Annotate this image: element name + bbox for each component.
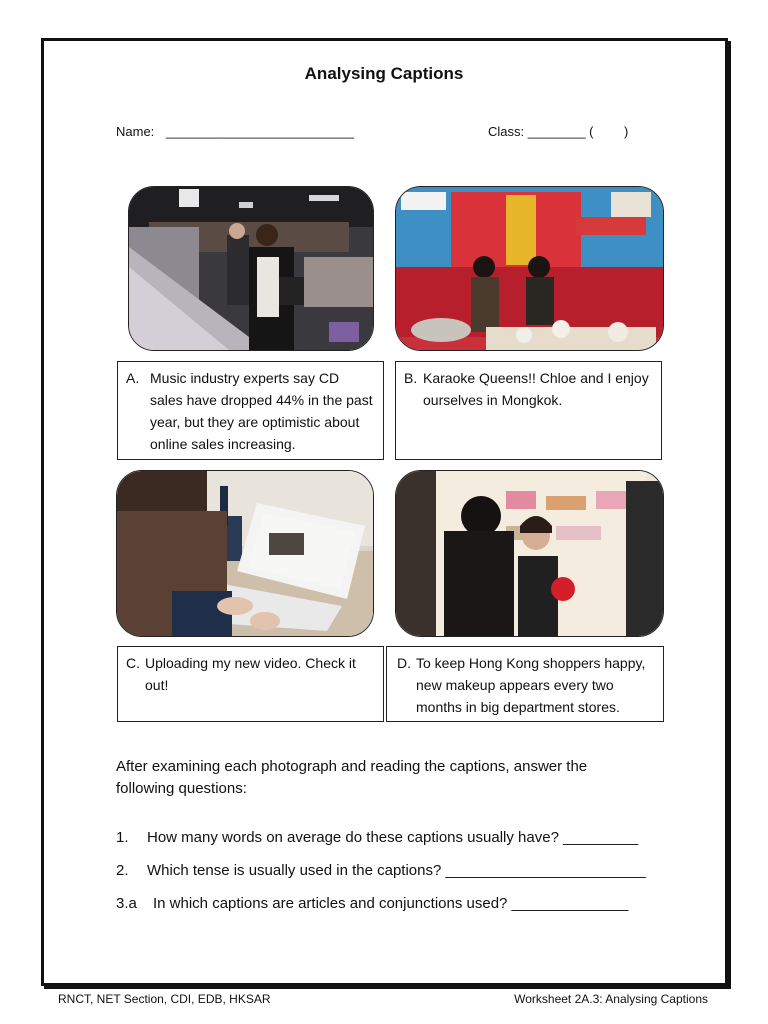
karaoke-photo: [395, 186, 664, 351]
caption-b: [395, 361, 662, 460]
caption-text: To keep Hong Kong shoppers happy, new makeup appears every two months in big department stores.: [416, 655, 646, 715]
instructions: After examining each photograph and reading the captions, answer the following questions:: [116, 758, 588, 797]
name-label: Name:: [116, 124, 155, 139]
caption-letter: C.: [126, 655, 140, 671]
caption-text: Music industry experts say CD sales have dropped 44% in the past year, but they are optimistic about online sales increasing.: [150, 370, 373, 452]
question-2: Which tense is usually used in the captions? ________________________: [147, 862, 646, 879]
caption-d: [386, 646, 664, 722]
class-number-close: ): [624, 124, 629, 139]
caption-letter: A.: [126, 370, 140, 386]
caption-letter: B.: [404, 370, 418, 386]
footer-right: Worksheet 2A.3: Analysing Captions: [514, 992, 708, 1006]
class-label: Class: ________ (: [488, 124, 594, 139]
footer-left: RNCT, NET Section, CDI, EDB, HKSAR: [58, 992, 271, 1006]
caption-text: Karaoke Queens!! Chloe and I enjoy ourselves in Mongkok.: [423, 370, 649, 408]
name-blank: __________________________: [166, 124, 354, 139]
makeup-counter-photo: [395, 470, 664, 637]
page-title: Analysing Captions: [304, 64, 464, 83]
question-3a: In which captions are articles and conjunctions used? ______________: [153, 895, 629, 912]
question-number: 3.a: [116, 895, 137, 912]
caption-a: [117, 361, 384, 460]
question-1: How many words on average do these captions usually have? _________: [147, 829, 639, 846]
question-number: 2.: [116, 862, 129, 879]
question-number: 1.: [116, 829, 129, 846]
cd-store-photo: [128, 186, 374, 351]
caption-text: Uploading my new video. Check it out!: [145, 655, 356, 693]
caption-letter: D.: [397, 655, 411, 671]
caption-c: [117, 646, 384, 722]
laptop-upload-photo: [116, 470, 374, 637]
